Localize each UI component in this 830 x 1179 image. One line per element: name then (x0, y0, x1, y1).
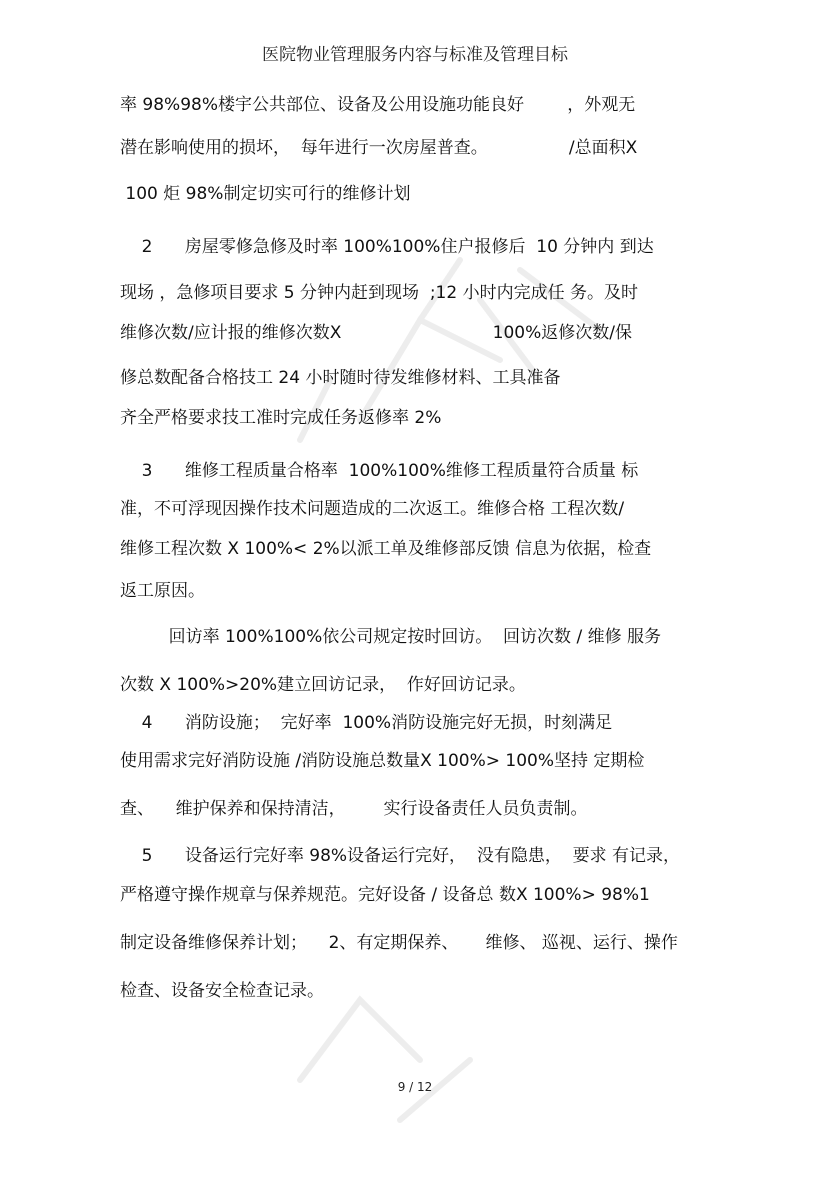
text-line-14: 次数 X 100%>20%建立回访记录， 作好回访记录。 (120, 675, 526, 695)
text-line-18: 5 设备运行完好率 98%设备运行完好， 没有隐患， 要求 有记录， (120, 846, 681, 866)
text-line-15: 4 消防设施； 完好率 100%消防设施完好无损，时刻满足 (120, 713, 613, 733)
text-line-5: 现场 ，急修项目要求 5 分钟内赶到现场 ;12 小时内完成任 务。及时 (120, 283, 639, 303)
text-line-21: 检查、设备安全检查记录。 (120, 981, 324, 1001)
text-line-12: 返工原因。 (120, 581, 205, 601)
text-line-1: 率 98%98%楼宇公共部位、设备及公用设施功能良好 ，外观无 (120, 95, 636, 115)
text-line-16: 使用需求完好消防设施 /消防设施总数量X 100%> 100%坚持 定期检 (120, 751, 645, 771)
text-line-17: 查、 维护保养和保持清洁， 实行设备责任人员负责制。 (120, 799, 588, 819)
text-line-11: 维修工程次数 X 100%< 2%以派工单及维修部反馈 信息为依据，检查 (120, 539, 652, 559)
text-line-10: 准，不可浮现因操作技术问题造成的二次返工。维修合格 工程次数/ (120, 499, 625, 519)
text-line-7: 修总数配备合格技工 24 小时随时待发维修材料、工具准备 (120, 368, 561, 388)
text-line-19: 严格遵守操作规章与保养规范。完好设备 / 设备总 数X 100%> 98%1 (120, 885, 650, 905)
text-line-8: 齐全严格要求技工准时完成任务返修率 2% (120, 408, 442, 428)
text-line-6: 维修次数/应计报的维修次数X 100%返修次数/保 (120, 323, 633, 343)
text-line-3: 100 炬 98%制定切实可行的维修计划 (120, 184, 411, 204)
page-number: 9 / 12 (397, 1080, 433, 1094)
text-line-4: 2 房屋零修急修及时率 100%100%住户报修后 10 分钟内 到达 (120, 237, 654, 257)
text-line-9: 3 维修工程质量合格率 100%100%维修工程质量符合质量 标 (120, 461, 639, 481)
text-line-20: 制定设备维修保养计划； 2、有定期保养、 维修、 巡视、运行、操作 (120, 933, 678, 953)
text-line-2: 潜在影响使用的损坏， 每年进行一次房屋普查。 /总面积X (120, 138, 638, 158)
text-line-13: 回访率 100%100%依公司规定按时回访。 回访次数 / 维修 服务 (120, 627, 661, 647)
page-header: 医院物业管理服务内容与标准及管理目标 (262, 45, 568, 65)
